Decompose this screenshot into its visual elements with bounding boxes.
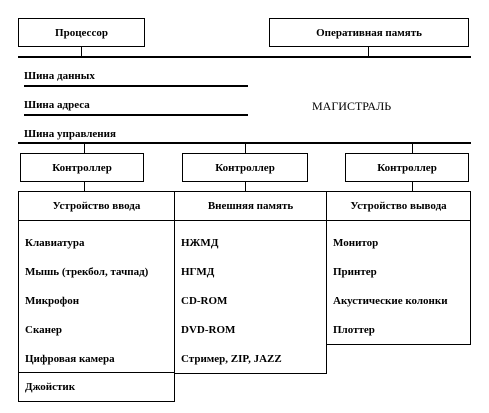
controller-label: Контроллер [377,161,437,174]
output-device-item: Монитор [333,237,379,249]
divider [327,220,470,221]
external-memory-item: НГМД [181,266,215,278]
controller-input [20,153,144,182]
output-device-item: Акустические колонки [333,295,448,307]
controller-storage [182,153,308,182]
magistral-label: МАГИСТРАЛЬ [312,99,392,113]
controller-label: Контроллер [215,161,275,174]
data-bus-label: Шина данных [24,70,95,82]
column-connector-1 [84,182,85,191]
input-devices-column [18,191,175,402]
controller-connector-2 [245,144,246,153]
input-device-item: Клавиатура [25,237,85,249]
controller-connector-3 [412,144,413,153]
divider [175,220,326,221]
output-device-item: Плоттер [333,324,375,336]
input-device-item: Микрофон [25,295,80,307]
controller-connector-1 [84,144,85,153]
top-bus-line [18,56,471,58]
processor-label: Процессор [55,26,108,39]
output-devices-column [326,191,471,345]
external-memory-item: НЖМД [181,237,219,249]
controller-label: Контроллер [52,161,112,174]
external-memory-column [174,191,327,374]
output-devices-title: Устройство вывода [350,200,447,212]
control-bus-label: Шина управления [24,128,116,140]
column-connector-2 [245,182,246,191]
external-memory-title: Внешняя память [207,200,294,212]
input-device-item: Сканер [25,324,62,336]
output-device-item: Принтер [333,266,377,278]
ram-label: Оперативная память [316,26,422,39]
divider [19,220,174,221]
controller-output [345,153,469,182]
external-memory-item: Стример, ZIP, JAZZ [181,353,282,365]
external-memory-item: CD-ROM [181,295,228,307]
input-device-item: Джойстик [25,381,76,393]
processor-box [18,18,145,47]
address-bus-line [24,114,248,116]
data-bus-line [24,85,248,87]
input-device-item: Мышь (трекбол, тачпад) [25,266,149,278]
input-devices-title: Устройство ввода [52,200,141,212]
input-device-item: Цифровая камера [25,353,115,365]
column-connector-3 [412,182,413,191]
external-memory-item: DVD-ROM [181,324,236,336]
ram-box [269,18,469,47]
address-bus-label: Шина адреса [24,99,90,111]
divider [19,372,174,373]
